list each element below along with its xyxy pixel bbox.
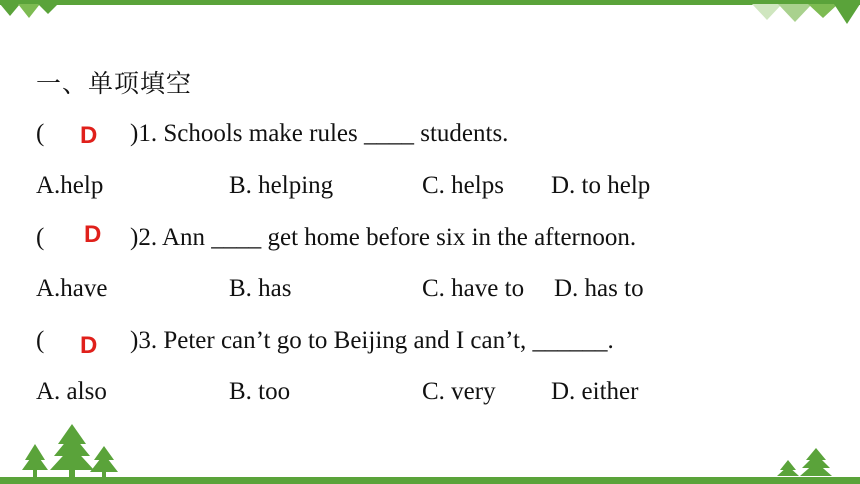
option-d: D. either bbox=[551, 378, 639, 405]
answer-label: D bbox=[84, 221, 102, 248]
question-stem: )2. Ann ____ get home before six in the afternoon. bbox=[130, 224, 637, 251]
option-d: D. has to bbox=[554, 275, 644, 302]
question-stem: )3. Peter can’t go to Beijing and I can’t, ______. bbox=[130, 327, 614, 354]
option-c: C. helps bbox=[422, 172, 504, 199]
answer-label: D bbox=[80, 332, 98, 359]
option-d: D. to help bbox=[551, 172, 651, 199]
option-c: C. very bbox=[422, 378, 496, 405]
open-paren: ( bbox=[36, 120, 45, 147]
option-c: C. have to bbox=[422, 275, 525, 302]
answer-label: D bbox=[80, 122, 98, 149]
option-a: A.help bbox=[36, 172, 104, 199]
option-a: A.have bbox=[36, 275, 108, 302]
bottom-right-pine-trees-icon bbox=[772, 446, 836, 478]
section-title: 一、单项填空 bbox=[36, 69, 193, 98]
bottom-left-pine-trees-icon bbox=[20, 422, 120, 478]
top-left-bunting-icon bbox=[0, 0, 70, 22]
top-right-bunting-icon bbox=[752, 0, 860, 26]
question-stem: )1. Schools make rules ____ students. bbox=[130, 120, 509, 147]
top-border bbox=[0, 0, 860, 5]
option-b: B. too bbox=[229, 378, 291, 405]
option-a: A. also bbox=[36, 378, 107, 405]
option-b: B. helping bbox=[229, 172, 334, 199]
open-paren: ( bbox=[36, 327, 45, 354]
bottom-border bbox=[0, 477, 860, 484]
option-b: B. has bbox=[229, 275, 292, 302]
open-paren: ( bbox=[36, 224, 45, 251]
